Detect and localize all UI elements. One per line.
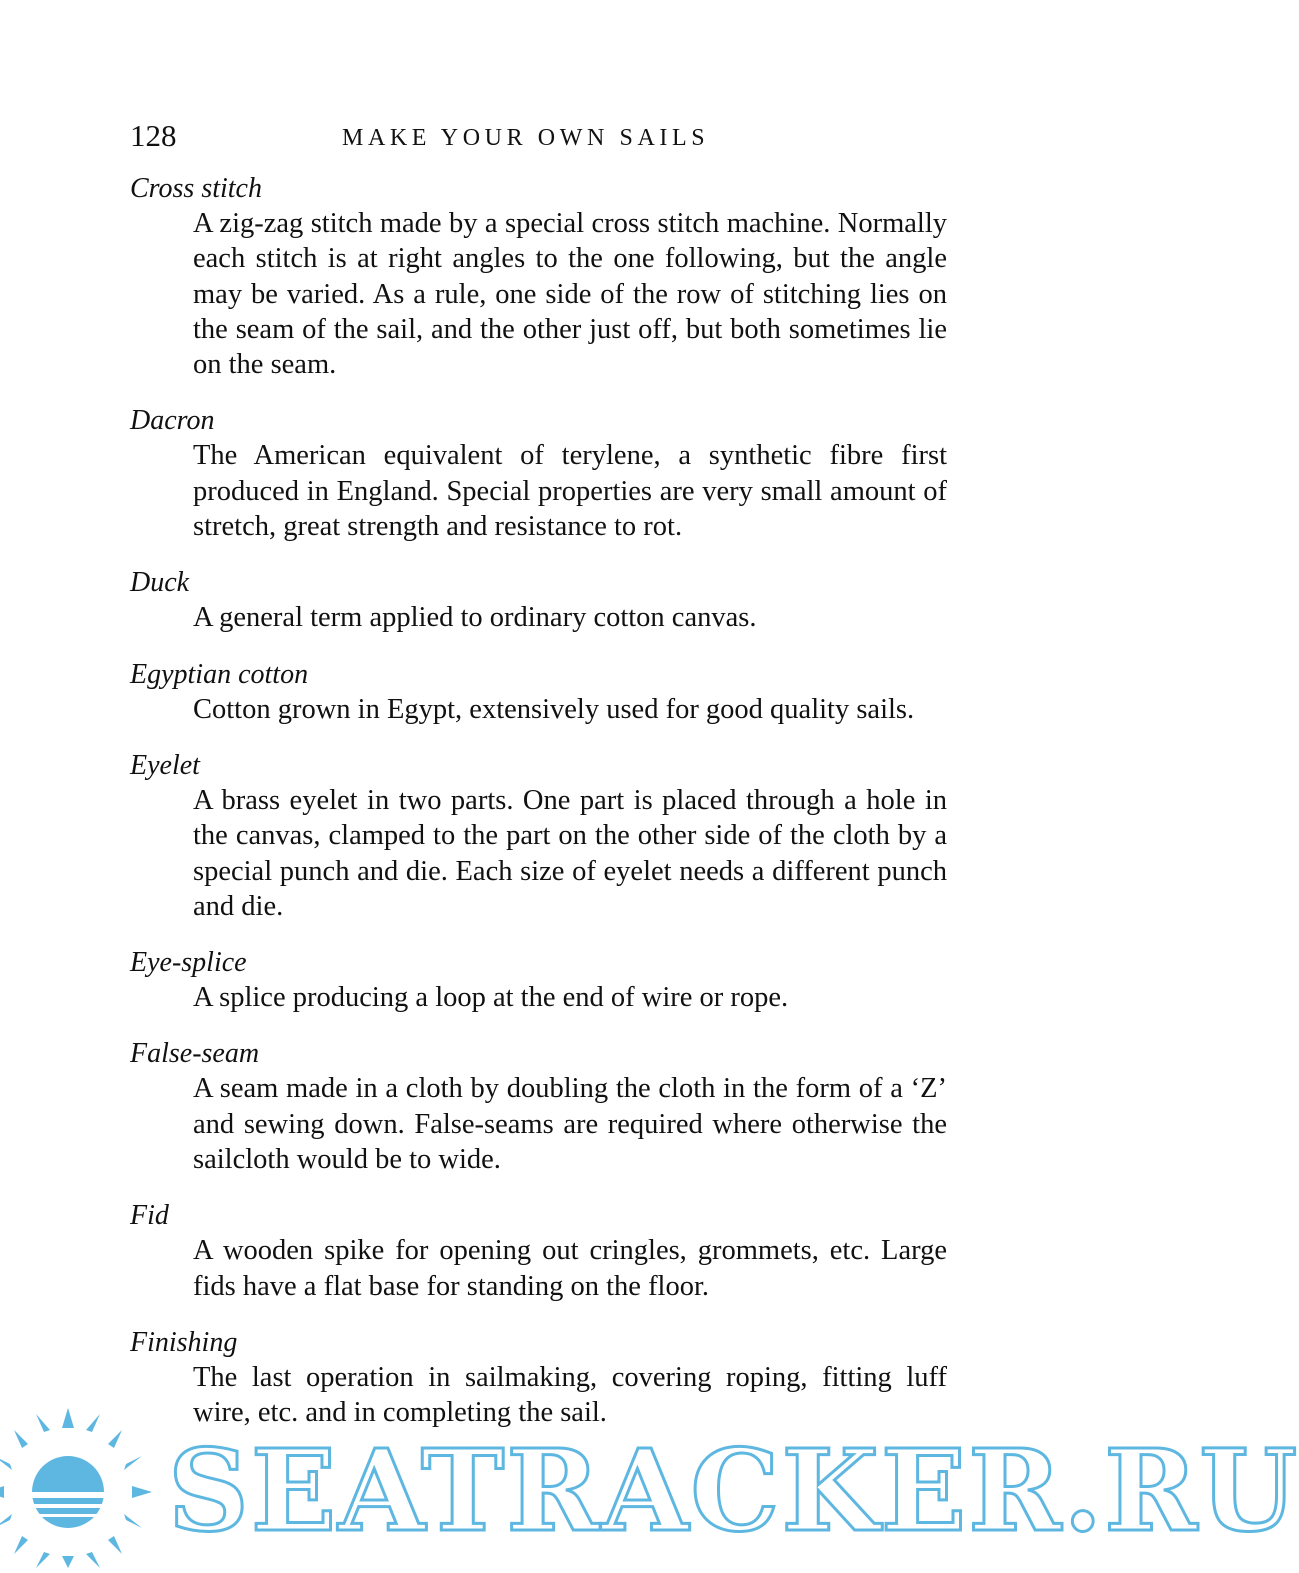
sun-icon: [0, 1408, 180, 1568]
glossary-definition: A wooden spike for opening out cringles, grommets, etc. Large fids have a flat base for standing on the floor.: [193, 1235, 947, 1302]
glossary-term: Cross stitch: [130, 173, 262, 204]
glossary-entry: [130, 404, 950, 544]
watermark: [0, 1400, 1299, 1573]
watermark-text: SEATRACKER.RU: [168, 1426, 1299, 1557]
glossary-term: Dacron: [130, 405, 215, 437]
glossary-entry: [130, 749, 950, 924]
glossary-definition: A brass eyelet in two parts. One part is placed through a hole in the canvas, clamped to the part on the other side of the cloth by a special punch and die. Each size of eyelet needs a different punch and die.: [193, 784, 947, 922]
glossary-term: Egyptian cotton: [130, 658, 309, 690]
glossary-entry: [130, 1199, 950, 1304]
glossary-definition: A general term applied to ordinary cotton canvas.: [193, 602, 757, 634]
glossary-definition: The last operation in sailmaking, covering roping, fitting luff wire, etc. and in completing the sail.: [193, 1361, 947, 1429]
glossary-term: Fid: [130, 1200, 169, 1232]
glossary-definition: A zig-zag stitch made by a special cross stitch machine. Normally each stitch is at right angles to the one following, but the angle may be varied. As a rule, one side of the row of stitching lies on the seam of the sail, and the other just off, but both sometimes lie on the seam.: [193, 208, 947, 381]
glossary-list: [130, 172, 950, 1453]
book-title: MAKE YOUR OWN SAILS: [342, 125, 710, 151]
page-number: 128: [130, 118, 177, 153]
running-head: [130, 116, 950, 160]
glossary-entry: [130, 1037, 950, 1177]
glossary-entry: [130, 946, 950, 1015]
glossary-entry: [130, 658, 950, 727]
glossary-definition: The American equivalent of terylene, a synthetic fibre first produced in England. Special properties are very small amount of stretch, great strength and resistance to rot.: [193, 440, 947, 543]
glossary-definition: Cotton grown in Egypt, extensively used for good quality sails.: [193, 693, 915, 725]
glossary-term: Duck: [130, 567, 190, 599]
glossary-term: False-seam: [130, 1038, 260, 1070]
glossary-entry: [130, 566, 950, 635]
glossary-entry: [130, 172, 950, 382]
glossary-term: Eye-splice: [130, 947, 247, 979]
glossary-definition: A splice producing a loop at the end of wire or rope.: [193, 982, 789, 1014]
glossary-definition: A seam made in a cloth by doubling the cloth in the form of a ‘Z’ and sewing down. False-seams are required where otherwise the sailcloth would be to wide.: [193, 1073, 947, 1176]
glossary-term: Finishing: [130, 1326, 238, 1358]
glossary-term: Eyelet: [130, 749, 200, 781]
